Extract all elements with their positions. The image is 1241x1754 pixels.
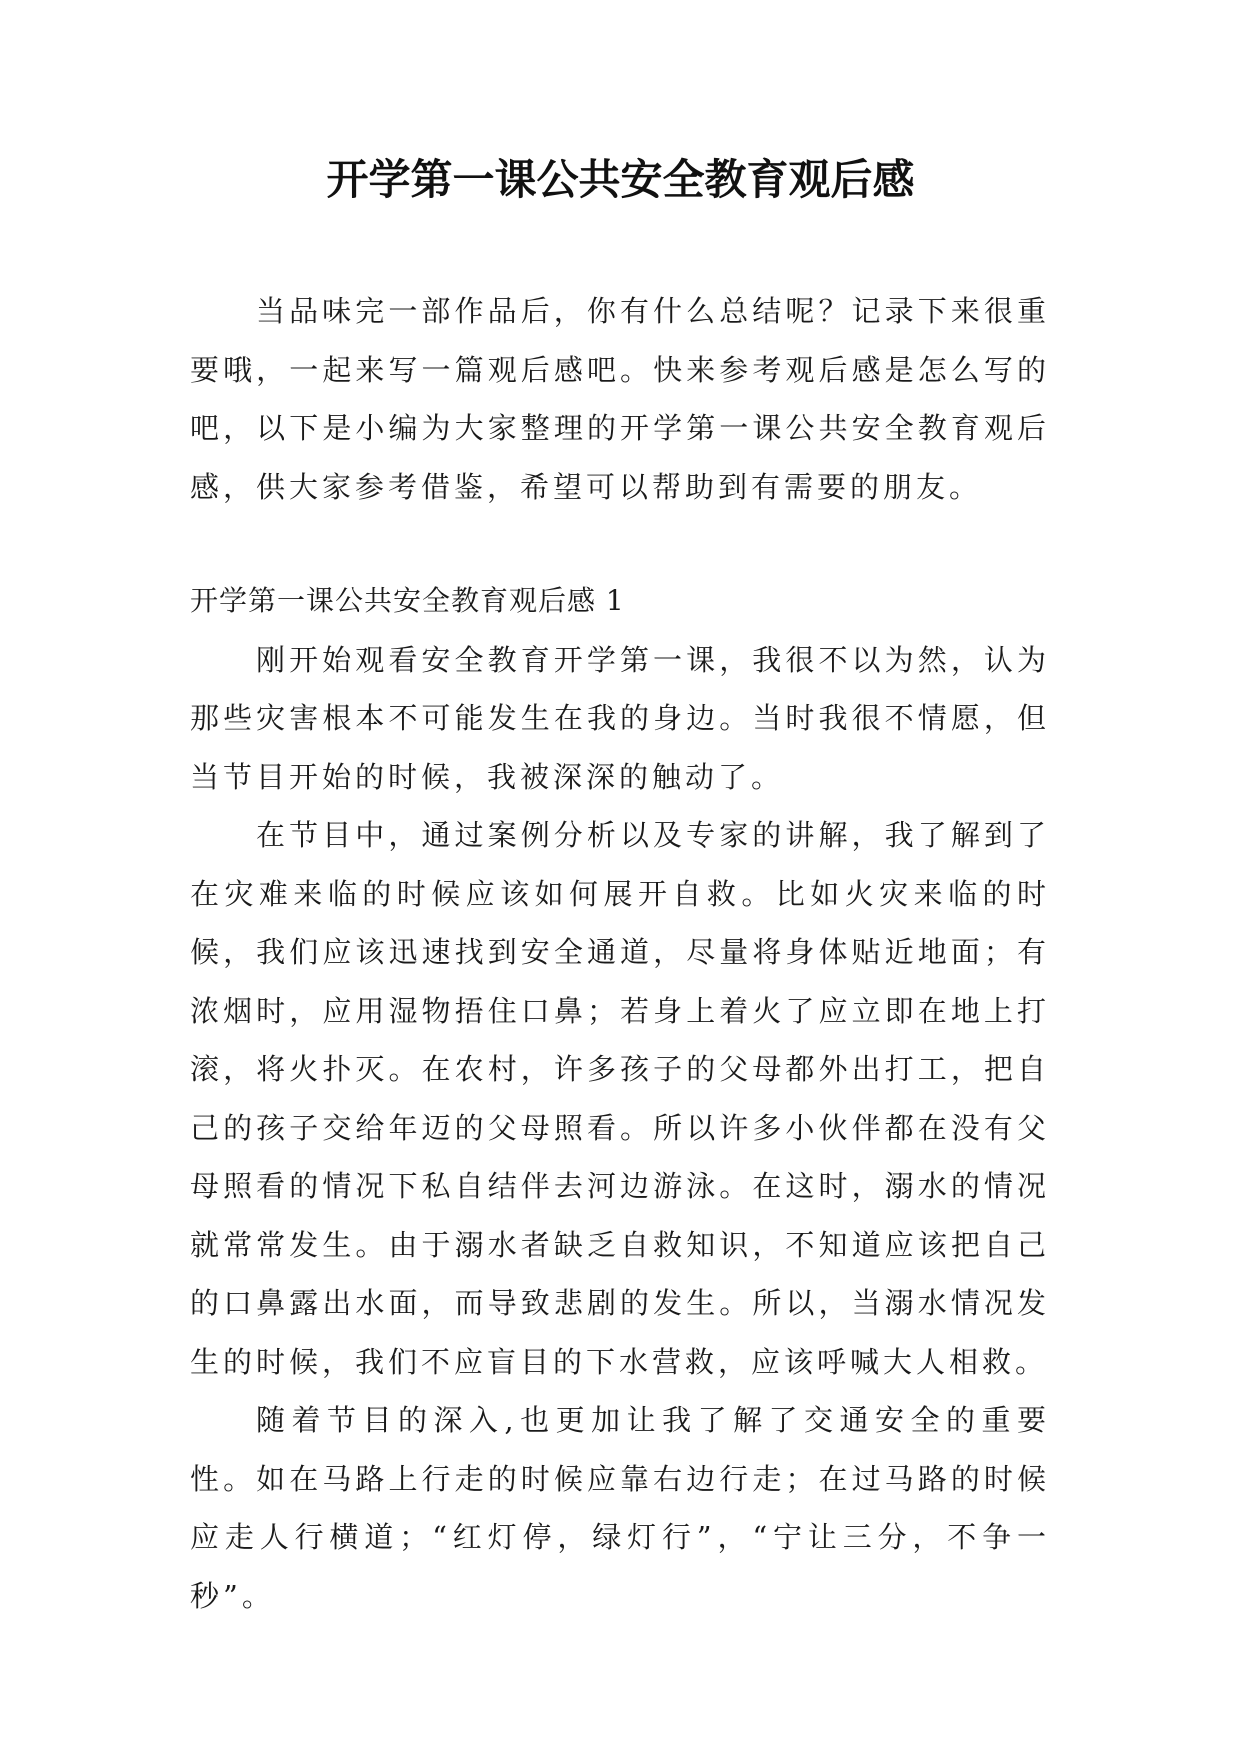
- intro-paragraph: 当品味完一部作品后，你有什么总结呢？记录下来很重要哦，一起来写一篇观后感吧。快来参考观后感是怎么写的吧，以下是小编为大家整理的开学第一课公共安全教育观后感，供大家参考借鉴，希望可以帮助到有需要的朋友。: [190, 294, 1050, 504]
- body-paragraph-1: 刚开始观看安全教育开学第一课，我很不以为然，认为那些灾害根本不可能发生在我的身边。当时我很不情愿，但当节目开始的时候，我被深深的触动了。: [190, 642, 1050, 794]
- document-body: [190, 282, 1050, 1625]
- document-title: 开学第一课公共安全教育观后感: [326, 155, 915, 204]
- section-heading: 开学第一课公共安全教育观后感 1: [190, 584, 625, 617]
- body-paragraph-3: 随着节目的深入,也更加让我了解了交通安全的重要性。如在马路上行走的时候应靠右边行走；在过马路的时候应走人行横道；“红灯停，绿灯行”，“宁让三分，不争一秒”。: [190, 1403, 1050, 1613]
- body-paragraph-2: 在节目中，通过案例分析以及专家的讲解，我了解到了在灾难来临的时候应该如何展开自救。比如火灾来临的时候，我们应该迅速找到安全通道，尽量将身体贴近地面；有浓烟时，应用湿物捂住口鼻；若身上着火了应立即在地上打滚，将火扑灭。在农村，许多孩子的父母都外出打工，把自己的孩子交给年迈的父母照看。所以许多小伙伴都在没有父母照看的情况下私自结伴去河边游泳。在这时，溺水的情况就常常发生。由于溺水者缺乏自救知识，不知道应该把自己的口鼻露出水面，而导致悲剧的发生。所以，当溺水情况发生的时候，我们不应盲目的下水营救，应该呼喊大人相救。: [190, 818, 1050, 1379]
